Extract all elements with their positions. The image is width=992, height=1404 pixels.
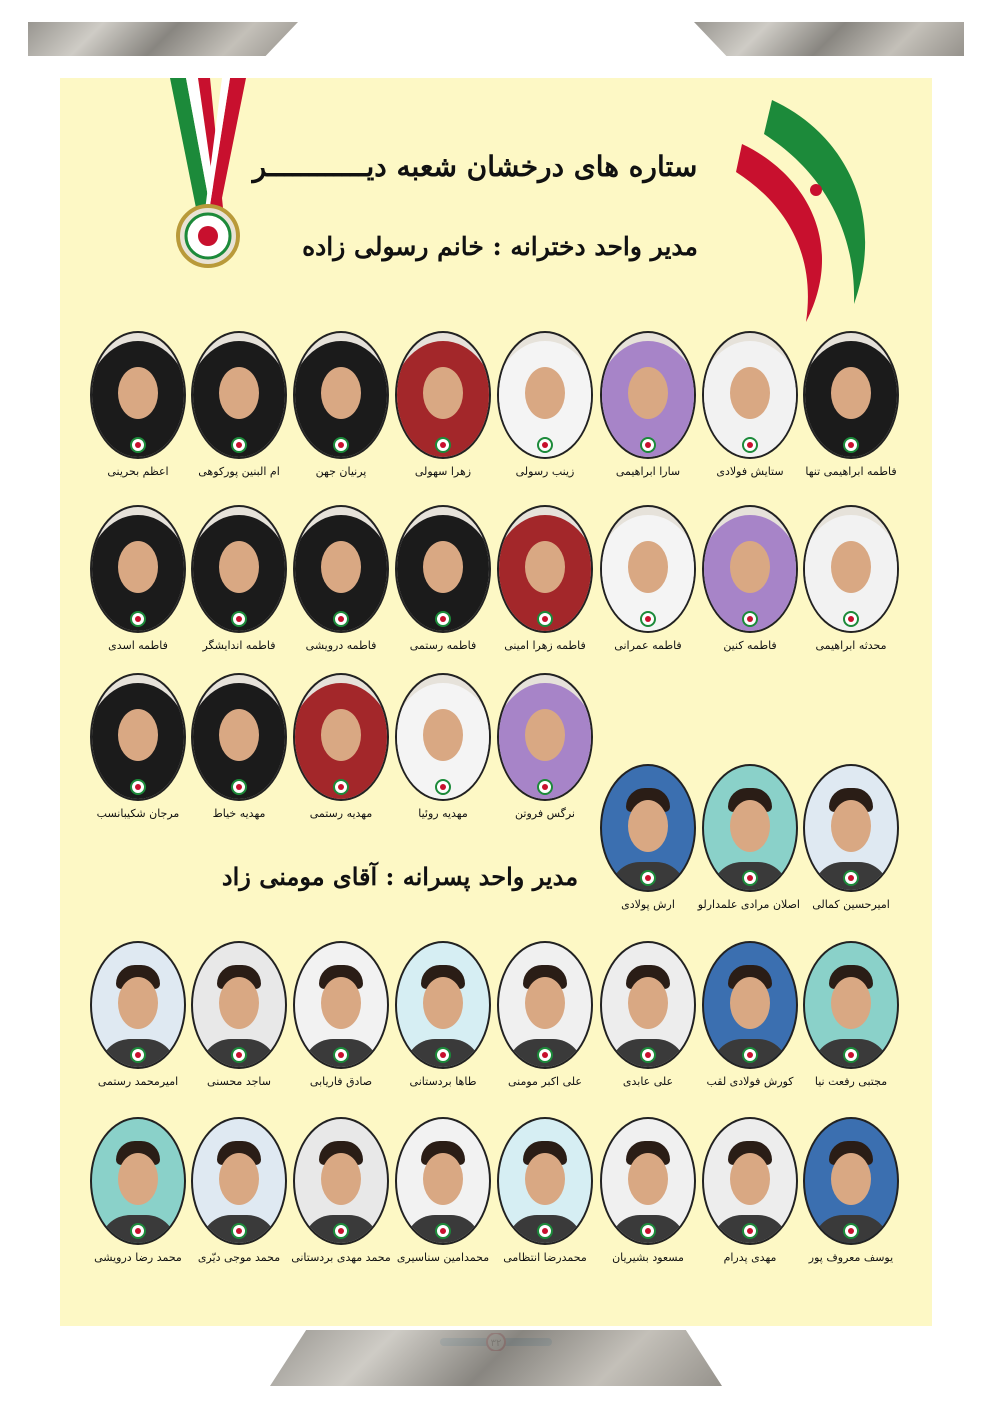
school-badge-icon [640, 1047, 656, 1063]
school-badge-icon [843, 611, 859, 627]
page-title [240, 150, 710, 183]
student-card [291, 331, 391, 478]
medal-icon [168, 78, 248, 273]
student-photo [600, 764, 696, 892]
student-card [189, 505, 289, 652]
student-card [88, 673, 188, 820]
student-photo [191, 331, 287, 459]
student-card [291, 505, 391, 652]
student-name: زهرا سهولی [414, 465, 472, 478]
student-photo [497, 673, 593, 801]
student-name: علی اکبر مومنی [507, 1075, 582, 1088]
student-photo [803, 1117, 899, 1245]
student-name: فاطمه درویشی [305, 639, 377, 652]
student-card [88, 331, 188, 478]
student-card [291, 1117, 391, 1264]
student-photo [497, 331, 593, 459]
school-badge-icon [333, 779, 349, 795]
student-name: مرجان شکیبانسب [96, 807, 180, 820]
student-card [700, 941, 800, 1088]
student-photo [293, 673, 389, 801]
school-badge-icon [231, 611, 247, 627]
school-badge-icon [130, 779, 146, 795]
student-photo [497, 941, 593, 1069]
student-card [393, 1117, 493, 1264]
student-name: علی عابدی [622, 1075, 674, 1088]
student-card [700, 505, 800, 652]
student-name: صادق فاریابی [309, 1075, 373, 1088]
school-badge-icon [435, 1047, 451, 1063]
school-badge-icon [843, 870, 859, 886]
school-badge-icon [742, 611, 758, 627]
student-name: مهدیه روئیا [418, 807, 468, 820]
school-badge-icon [435, 611, 451, 627]
student-photo [803, 331, 899, 459]
school-badge-icon [130, 1047, 146, 1063]
student-photo [293, 1117, 389, 1245]
student-name: فاطمه ابراهیمی تنها [805, 465, 897, 478]
iran-flag-emblem-icon [736, 94, 882, 326]
student-name: فاطمه کنین [723, 639, 777, 652]
student-photo [191, 941, 287, 1069]
student-name: زینب رسولی [515, 465, 575, 478]
student-card [495, 941, 595, 1088]
student-name: محمد رضا درویشی [94, 1251, 182, 1264]
school-badge-icon [435, 437, 451, 453]
school-badge-icon [333, 1223, 349, 1239]
student-card [495, 505, 595, 652]
student-card [700, 1117, 800, 1264]
student-name: پرنیان جهن [315, 465, 367, 478]
boys-manager-heading: مدیر واحد پسرانه : آقای مومنی زاد [221, 862, 579, 891]
school-badge-icon [333, 1047, 349, 1063]
student-name: مسعود بشیریان [612, 1251, 684, 1264]
student-photo [497, 505, 593, 633]
student-card [393, 941, 493, 1088]
school-badge-icon [130, 437, 146, 453]
student-card [598, 764, 698, 911]
school-badge-icon [231, 1047, 247, 1063]
school-badge-icon [640, 437, 656, 453]
school-badge-icon [435, 779, 451, 795]
student-card [801, 331, 901, 478]
student-name: مهدی پدرام [723, 1251, 777, 1264]
student-name: سارا ابراهیمی [615, 465, 681, 478]
student-name: فاطمه عمرانی [614, 639, 682, 652]
student-card [801, 764, 901, 911]
student-name: محمد مهدی بردستانی [291, 1251, 391, 1264]
school-badge-icon [537, 1047, 553, 1063]
student-photo [395, 941, 491, 1069]
student-photo [191, 673, 287, 801]
school-badge-icon [640, 870, 656, 886]
student-name: محمدرضا انتظامی [503, 1251, 587, 1264]
student-card [801, 1117, 901, 1264]
student-photo [395, 505, 491, 633]
student-photo [395, 1117, 491, 1245]
student-name: ارش پولادی [621, 898, 675, 911]
student-photo [702, 505, 798, 633]
student-card [291, 941, 391, 1088]
student-name: اعظم بحرینی [107, 465, 169, 478]
student-photo [702, 764, 798, 892]
school-badge-icon [640, 611, 656, 627]
title-text: ستاره های درخشان شعبه [396, 150, 698, 183]
student-card [495, 673, 595, 820]
student-card [88, 1117, 188, 1264]
school-badge-icon [843, 1047, 859, 1063]
title-branch: دیــــــــــــر [252, 150, 387, 183]
student-card [88, 941, 188, 1088]
school-badge-icon [231, 437, 247, 453]
student-name: فاطمه زهرا امینی [504, 639, 586, 652]
student-card [393, 673, 493, 820]
student-name: فاطمه رستمی [409, 639, 477, 652]
student-card [189, 673, 289, 820]
student-photo [293, 941, 389, 1069]
student-card [495, 331, 595, 478]
school-badge-icon [742, 1047, 758, 1063]
student-photo [600, 331, 696, 459]
school-badge-icon [231, 779, 247, 795]
student-name: ام البنین پورکوهی [198, 465, 280, 478]
student-name: مهدیه رستمی [309, 807, 373, 820]
school-badge-icon [742, 870, 758, 886]
student-name: یوسف معروف پور [808, 1251, 894, 1264]
student-name: اصلان مرادی علمدارلو [697, 898, 800, 911]
student-card [189, 331, 289, 478]
student-name: کورش فولادی لقب [706, 1075, 794, 1088]
student-card [189, 941, 289, 1088]
school-badge-icon [640, 1223, 656, 1239]
student-card [393, 331, 493, 478]
student-photo [600, 505, 696, 633]
school-badge-icon [333, 437, 349, 453]
student-card [598, 331, 698, 478]
stone-banner-top-right [694, 22, 964, 56]
student-photo [90, 941, 186, 1069]
student-photo [702, 331, 798, 459]
student-card [189, 1117, 289, 1264]
student-card [697, 764, 800, 911]
stone-banner-top-left [28, 22, 298, 56]
student-photo [497, 1117, 593, 1245]
student-card [88, 505, 188, 652]
student-photo [803, 764, 899, 892]
girls-manager-subtitle: مدیر واحد دخترانه : خانم رسولی زاده [302, 232, 698, 261]
school-badge-icon [537, 779, 553, 795]
student-photo [803, 941, 899, 1069]
student-name: امیرحسین کمالی [812, 898, 890, 911]
student-photo [600, 1117, 696, 1245]
student-card [700, 331, 800, 478]
student-photo [293, 505, 389, 633]
student-photo [90, 673, 186, 801]
student-photo [702, 1117, 798, 1245]
student-photo [191, 1117, 287, 1245]
school-badge-icon [742, 1223, 758, 1239]
student-name: امیرمحمد رستمی [97, 1075, 179, 1088]
school-badge-icon [130, 611, 146, 627]
student-photo [702, 941, 798, 1069]
student-name: محمدامین سناسیری [396, 1251, 490, 1264]
student-photo [90, 505, 186, 633]
school-badge-icon [843, 437, 859, 453]
student-photo [293, 331, 389, 459]
student-name: نرگس فروتن [515, 807, 575, 820]
student-name: مهدیه خیاط [212, 807, 266, 820]
student-name: محمد موجی دیّری [197, 1251, 281, 1264]
student-card [598, 1117, 698, 1264]
student-name: طاها بردستانی [409, 1075, 477, 1088]
stone-banner-bottom [270, 1330, 722, 1386]
school-badge-icon [333, 611, 349, 627]
school-badge-icon [537, 611, 553, 627]
school-badge-icon [231, 1223, 247, 1239]
student-card [291, 673, 391, 820]
student-photo [600, 941, 696, 1069]
school-badge-icon [537, 437, 553, 453]
student-name: ستایش فولادی [716, 465, 784, 478]
school-badge-icon [843, 1223, 859, 1239]
student-photo [803, 505, 899, 633]
student-card [393, 505, 493, 652]
student-name: فاطمه اندایشگر [202, 639, 276, 652]
student-name: ساجد محسنی [207, 1075, 271, 1088]
school-badge-icon [537, 1223, 553, 1239]
student-photo [90, 331, 186, 459]
school-badge-icon [742, 437, 758, 453]
student-photo [395, 331, 491, 459]
student-name: مجتبی رفعت نیا [814, 1075, 888, 1088]
student-card [598, 505, 698, 652]
student-card [801, 941, 901, 1088]
student-card [495, 1117, 595, 1264]
student-photo [395, 673, 491, 801]
student-card [801, 505, 901, 652]
student-card [598, 941, 698, 1088]
school-badge-icon [130, 1223, 146, 1239]
student-photo [191, 505, 287, 633]
student-photo [90, 1117, 186, 1245]
student-name: فاطمه اسدی [108, 639, 168, 652]
student-name: محدثه ابراهیمی [815, 639, 887, 652]
school-badge-icon [435, 1223, 451, 1239]
